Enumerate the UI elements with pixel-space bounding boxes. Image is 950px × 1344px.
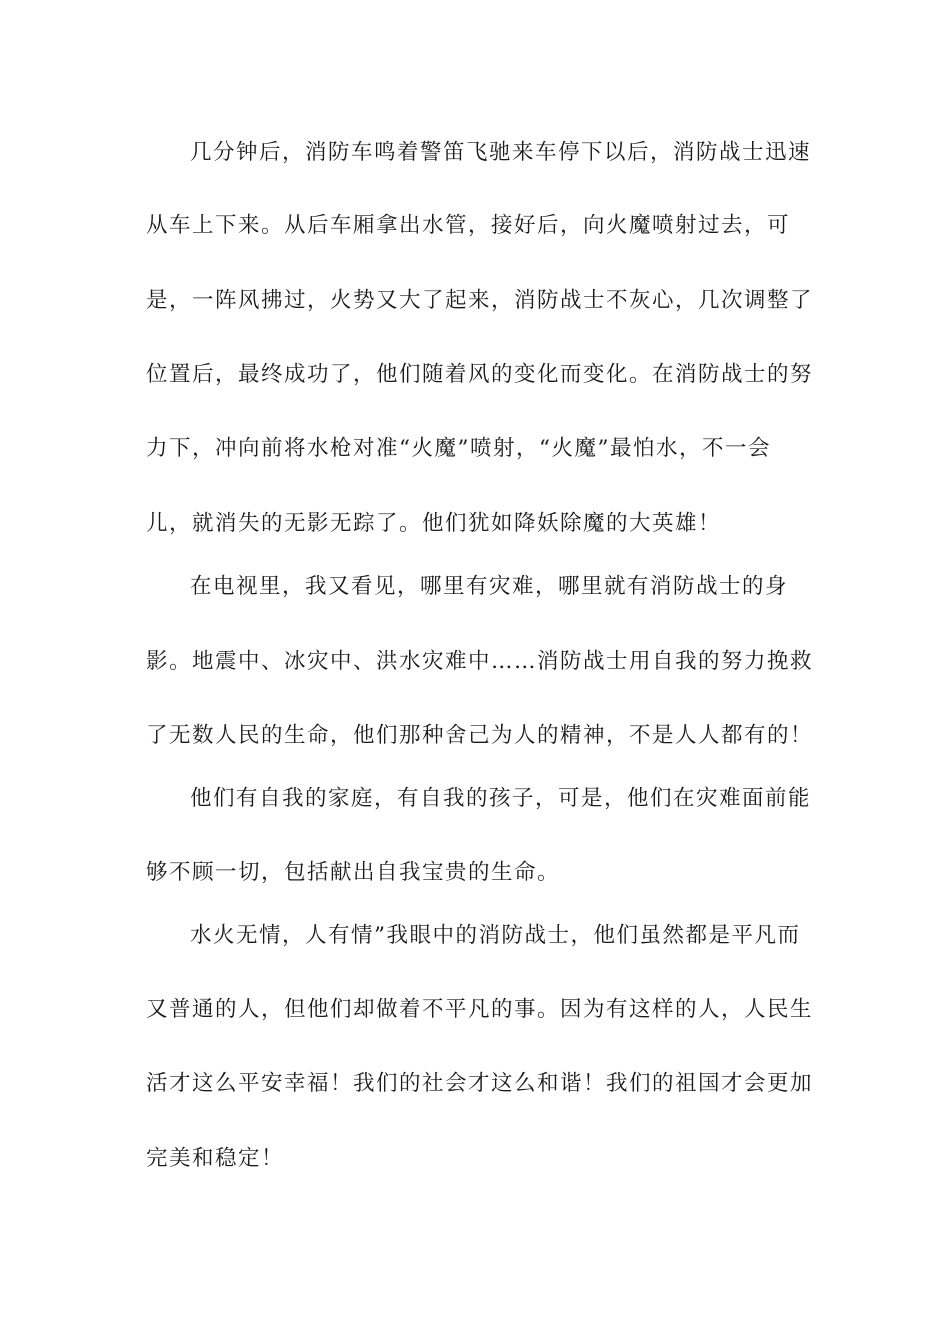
paragraph-3-line-1: 他们有自我的家庭，有自我的孩子，可是，他们在灾难面前能: [190, 786, 812, 811]
paragraph-1-line-5: 力下，冲向前将水枪对准“火魔”喷射，“火魔”最怕水，不一会: [146, 436, 771, 461]
paragraph-1-line-4: 位置后，最终成功了，他们随着风的变化而变化。在消防战士的努: [146, 362, 814, 387]
paragraph-4-line-1: 水火无情，人有情”我眼中的消防战士，他们虽然都是平凡而: [190, 923, 801, 948]
paragraph-1-line-3: 是，一阵风拂过，火势又大了起来，消防战士不灰心，几次调整了: [146, 288, 814, 313]
paragraph-4-line-2: 又普通的人，但他们却做着不平凡的事。因为有这样的人，人民生: [146, 997, 814, 1022]
paragraph-2-line-2: 影。地震中、冰灾中、洪水灾难中……消防战士用自我的努力挽救: [146, 649, 814, 674]
paragraph-1-line-6: 儿，就消失的无影无踪了。他们犹如降妖除魔的大英雄！: [146, 511, 722, 536]
paragraph-2-line-3: 了无数人民的生命，他们那种舍己为人的精神，不是人人都有的！: [146, 723, 814, 748]
paragraph-1-line-2: 从车上下来。从后车厢拿出水管，接好后，向火魔喷射过去，可: [146, 213, 791, 238]
paragraph-3-line-2: 够不顾一切，包括献出自我宝贵的生命。: [146, 860, 561, 885]
paragraph-2-line-1: 在电视里，我又看见，哪里有灾难，哪里就有消防战士的身: [190, 574, 789, 599]
paragraph-4-line-4: 完美和稳定！: [146, 1146, 285, 1171]
paragraph-1-line-1: 几分钟后，消防车鸣着警笛飞驰来车停下以后，消防战士迅速: [190, 140, 812, 165]
paragraph-4-line-3: 活才这么平安幸福！我们的社会才这么和谐！我们的祖国才会更加: [146, 1071, 814, 1096]
